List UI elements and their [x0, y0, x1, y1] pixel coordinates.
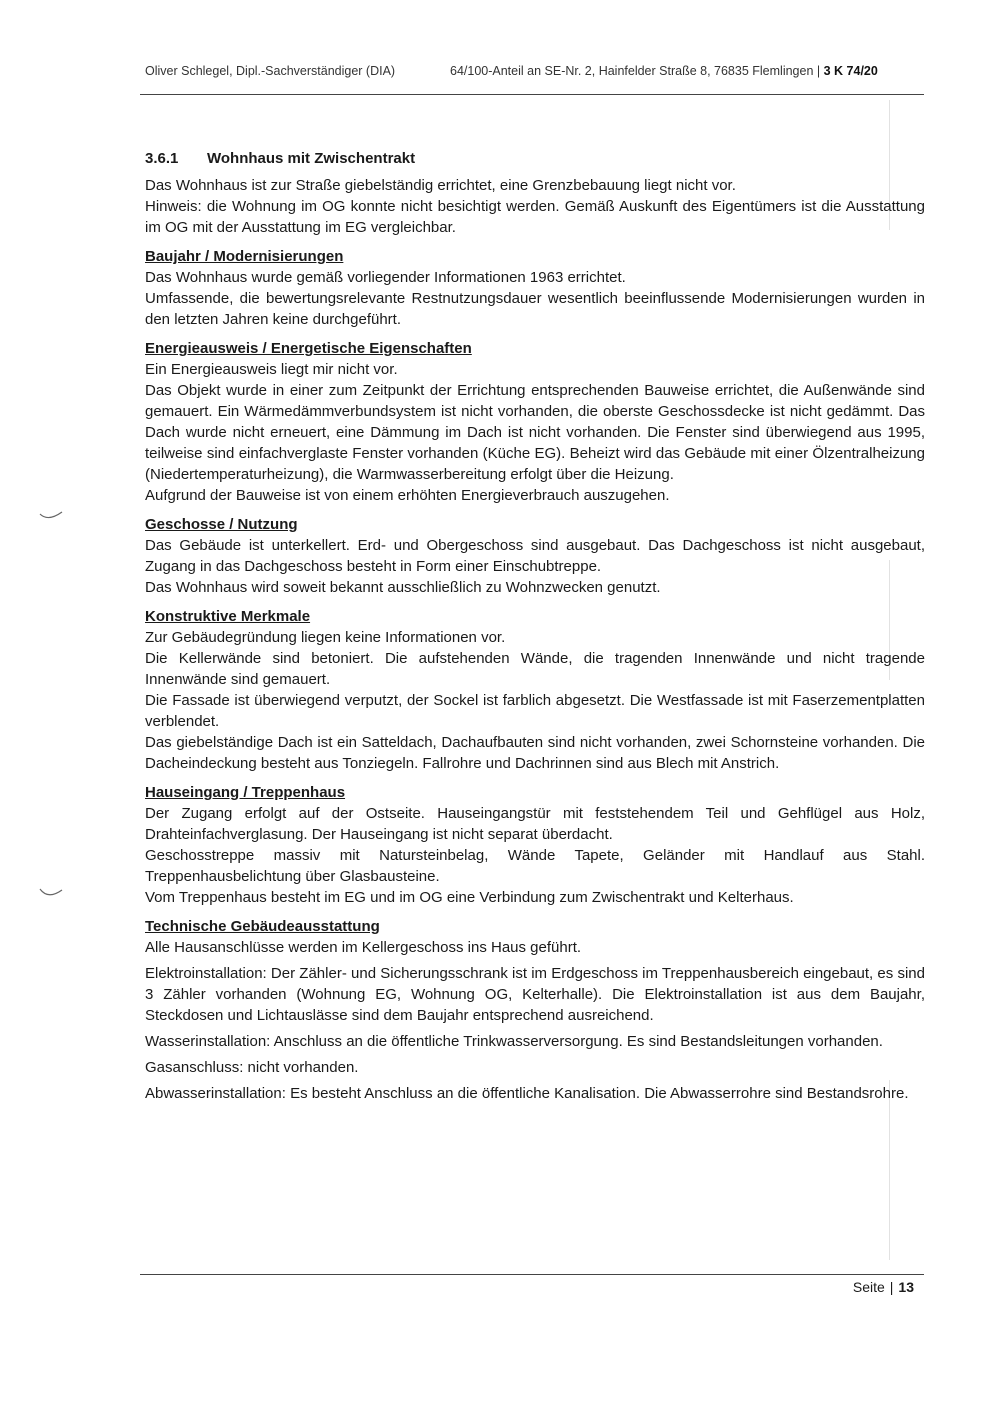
- subsection-heading: Hauseingang / Treppenhaus: [145, 784, 346, 801]
- paragraph: Wasserinstallation: Anschluss an die öffentliche Trinkwasserversorgung. Es sind Bestandsleitungen vorhanden.: [145, 1033, 883, 1050]
- footer-separator: |: [889, 1279, 894, 1295]
- paragraph: Hinweis: die Wohnung im OG konnte nicht besichtigt werden. Gemäß Auskunft des Eigentümers ist die Ausstattung im OG mit der Ausstattung im EG vergleichbar.: [145, 198, 925, 236]
- header-property: 64/100-Anteil an SE-Nr. 2, Hainfelder Straße 8, 76835 Flemlingen |: [450, 64, 821, 78]
- section-heading: [145, 148, 925, 169]
- footer-rule: [140, 1274, 924, 1275]
- paragraph: Das Wohnhaus ist zur Straße giebelständig errichtet, eine Grenzbebauung liegt nicht vor.: [145, 177, 736, 194]
- paragraph: Ein Energieausweis liegt mir nicht vor.: [145, 361, 398, 378]
- paragraph: Das Wohnhaus wird soweit bekannt ausschließlich zu Wohnzwecken genutzt.: [145, 579, 661, 596]
- paragraph: Zur Gebäudegründung liegen keine Informationen vor.: [145, 629, 506, 646]
- subsection-heading: Baujahr / Modernisierungen: [145, 248, 344, 265]
- paragraph: Das Objekt wurde in einer zum Zeitpunkt der Errichtung entsprechenden Bauweise errichtet, die Außenwände sind gemauert. Ein Wärmedämmverbundsystem ist nicht vorhanden, die oberste Geschossdecke ist nicht gedämmt. Das Dach wurde nicht erneuert, eine Dämmung im Dach ist nicht vorhanden. Die Fenster sind überwiegend aus 1995, teilweise sind einfachverglaste Fenster vorhanden (Küche EG). Beheizt wird das Gebäude mit einer Ölzentralheizung (Niedertemperaturheizung), die Warmwasserbereitung erfolgt über die Heizung.: [145, 382, 925, 483]
- page-label: Seite: [852, 1279, 885, 1295]
- scan-artifact-line: [889, 1080, 890, 1260]
- paragraph: Das Wohnhaus wurde gemäß vorliegender Informationen 1963 errichtet.: [145, 269, 626, 286]
- paragraph: Vom Treppenhaus besteht im EG und im OG eine Verbindung zum Zwischentrakt und Kelterhaus.: [145, 889, 794, 906]
- header-case-number: 3 K 74/20: [823, 64, 878, 78]
- section-number: 3.6.1: [145, 150, 179, 167]
- subsection-heading: Energieausweis / Energetische Eigenschaften: [145, 340, 472, 357]
- paragraph: Umfassende, die bewertungsrelevante Restnutzungsdauer wesentlich beeinflussende Modernisierungen wurden in den letzten Jahren keine durchgeführt.: [145, 290, 925, 328]
- subsection-heading: Technische Gebäudeausstattung: [145, 918, 380, 935]
- page-footer: [853, 1279, 914, 1295]
- paragraph: Die Kellerwände sind betoniert. Die aufstehenden Wände, die tragenden Innenwände und nicht tragende Innenwände sind gemauert.: [145, 650, 925, 688]
- header-author: Oliver Schlegel, Dipl.-Sachverständiger (DIA): [145, 64, 396, 78]
- paragraph: Aufgrund der Bauweise ist von einem erhöhten Energieverbrauch auszugehen.: [145, 487, 670, 504]
- punch-mark: [38, 508, 64, 522]
- document-body: [145, 148, 925, 1104]
- paragraph: Das Gebäude ist unterkellert. Erd- und Obergeschoss sind ausgebaut. Das Dachgeschoss ist nicht ausgebaut, Zugang in das Dachgeschoss besteht in Form einer Einschubtreppe.: [145, 537, 925, 575]
- section-title: Wohnhaus mit Zwischentrakt: [207, 150, 416, 167]
- paragraph: Die Fassade ist überwiegend verputzt, der Sockel ist farblich abgesetzt. Die Westfassade ist mit Faserzementplatten verblendet.: [145, 692, 925, 730]
- paragraph: Das giebelständige Dach ist ein Satteldach, Dachaufbauten sind nicht vorhanden, zwei Schornsteine vorhanden. Die Dacheindeckung besteht aus Tonziegeln. Fallrohre und Dachrinnen sind aus Blech mit Anstrich.: [145, 734, 925, 772]
- paragraph: Gasanschluss: nicht vorhanden.: [145, 1059, 359, 1076]
- subsection-heading: Geschosse / Nutzung: [145, 516, 298, 533]
- punch-mark: [38, 886, 64, 900]
- subsection-heading: Konstruktive Merkmale: [145, 608, 311, 625]
- header-rule: [140, 94, 924, 95]
- paragraph: Abwasserinstallation: Es besteht Anschluss an die öffentliche Kanalisation. Die Abwasserrohre sind Bestandsrohre.: [145, 1085, 909, 1102]
- paragraph: Elektroinstallation: Der Zähler- und Sicherungsschrank ist im Erdgeschoss im Treppenhausbereich eingebaut, es sind 3 Zähler vorhanden (Wohnung EG, Wohnung OG, Kelterhalle). Die Elektroinstallation ist aus dem Baujahr, Steckdosen und Lichtauslässe sind dem Baujahr entsprechend ausreichend.: [145, 965, 925, 1024]
- paragraph: Geschosstreppe massiv mit Natursteinbelag, Wände Tapete, Geländer mit Handlauf aus Stahl. Treppenhausbelichtung über Glasbausteine.: [145, 847, 925, 885]
- page-number: 13: [898, 1279, 914, 1295]
- header-subject: [450, 64, 878, 78]
- paragraph: Alle Hausanschlüsse werden im Kellergeschoss ins Haus geführt.: [145, 939, 582, 956]
- paragraph: Der Zugang erfolgt auf der Ostseite. Hauseingangstür mit feststehendem Teil und Gehflügel aus Holz, Drahteinfachverglasung. Der Hauseingang ist nicht separat überdacht.: [145, 805, 925, 843]
